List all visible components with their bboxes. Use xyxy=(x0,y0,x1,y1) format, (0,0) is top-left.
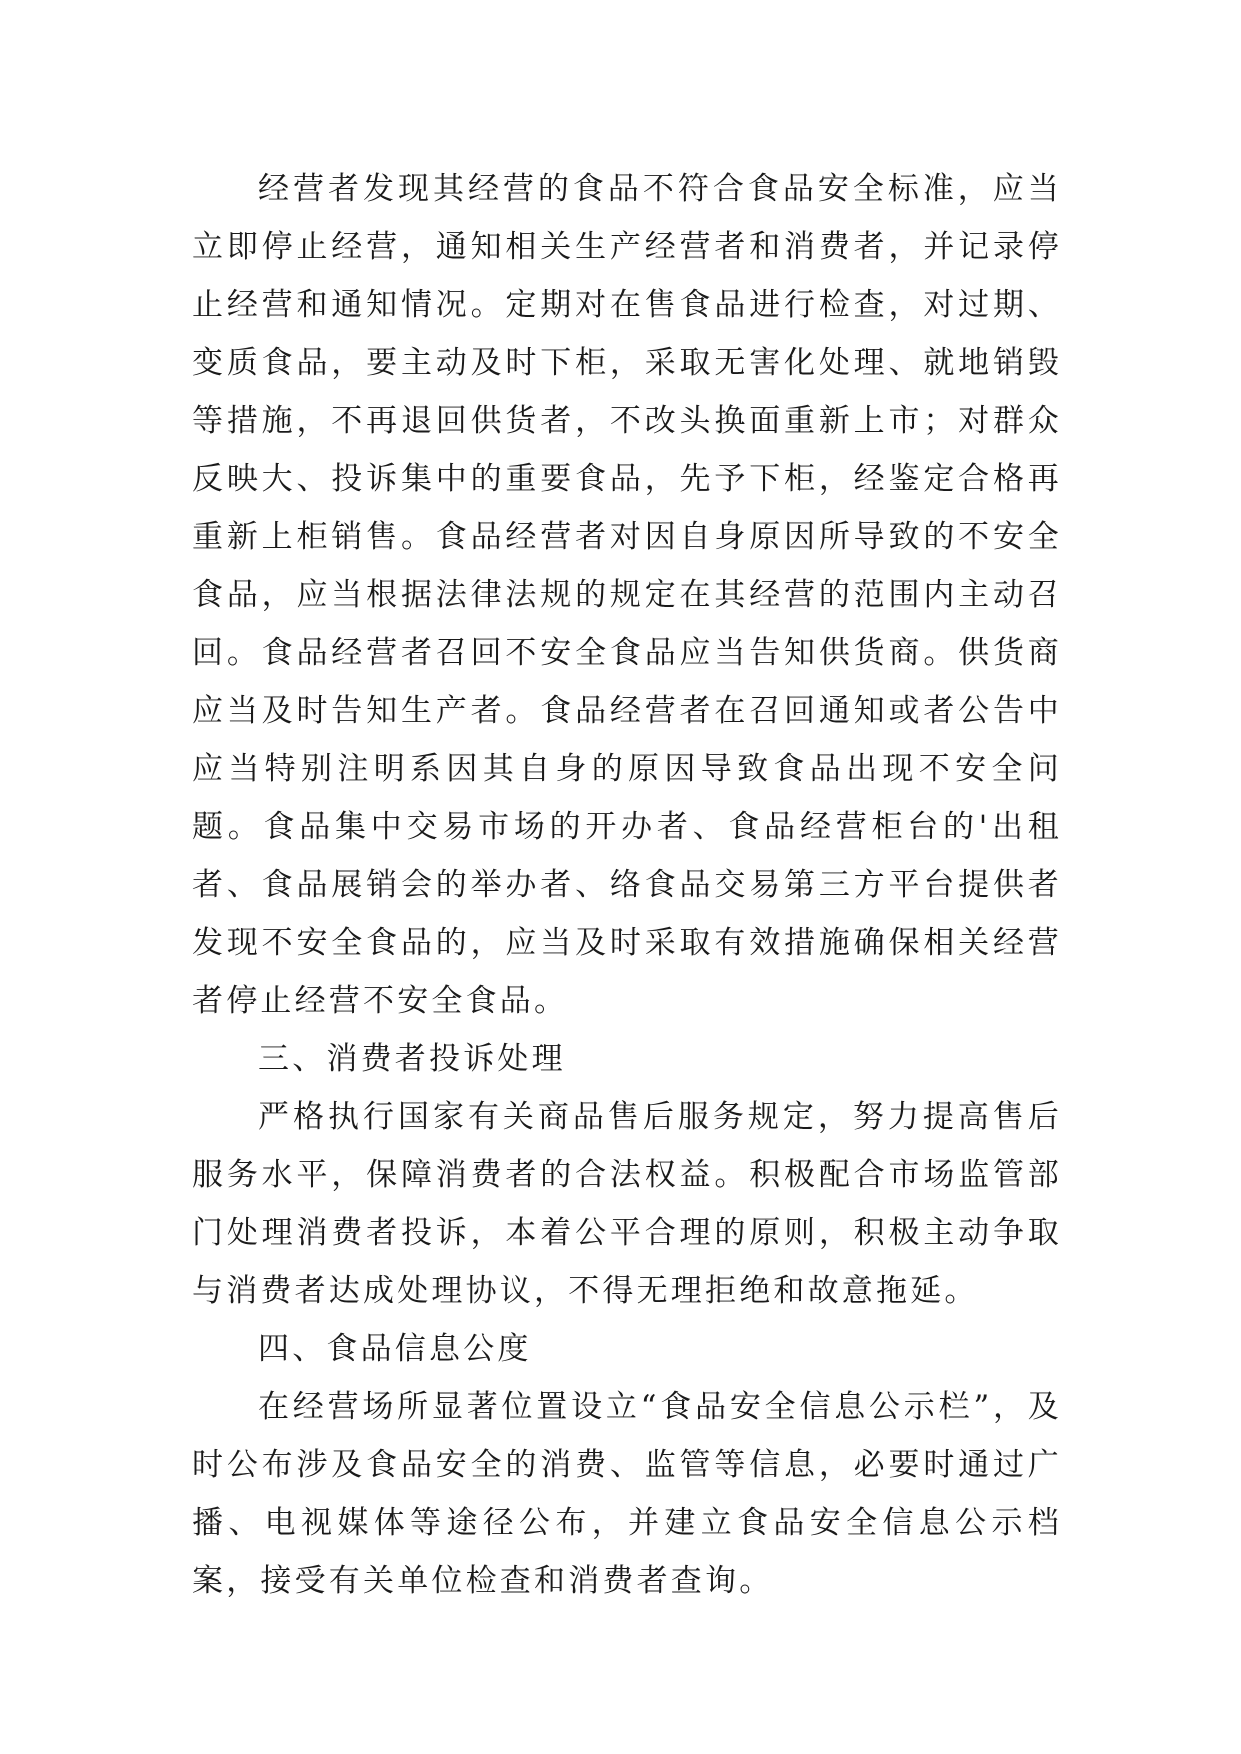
paragraph-recall: 经营者发现其经营的食品不符合食品安全标准，应当立即停止经营，通知相关生产经营者和消费者，并记录停止经营和通知情况。定期对在售食品进行检查，对过期、变质食品，要主动及时下柜，采取无害化处理、就地销毁等措施，不再退回供货者，不改头换面重新上市；对群众反映大、投诉集中的重要食品，先予下柜，经鉴定合格再重新上柜销售。食品经营者对因自身原因所导致的不安全食品，应当根据法律法规的规定在其经营的范围内主动召回。食品经营者召回不安全食品应当告知供货商。供货商应当及时告知生产者。食品经营者在召回通知或者公告中应当特别注明系因其自身的原因导致食品出现不安全问题。食品集中交易市场的开办者、食品经营柜台的'出租者、食品展销会的举办者、络食品交易第三方平台提供者发现不安全食品的，应当及时采取有效措施确保相关经营者停止经营不安全食品。 xyxy=(192,171,1062,1019)
paragraph-complaints: 严格执行国家有关商品售后服务规定，努力提高售后服务水平，保障消费者的合法权益。积极配合市场监管部门处理消费者投诉，本着公平合理的原则，积极主动争取与消费者达成处理协议，不得无理拒绝和故意拖延。 xyxy=(192,1099,1062,1309)
paragraph-info-disclosure: 在经营场所显著位置设立“食品安全信息公示栏”，及时公布涉及食品安全的消费、监管等信息，必要时通过广播、电视媒体等途径公布，并建立食品安全信息公示档案，接受有关单位检查和消费者查询。 xyxy=(192,1389,1062,1599)
section-heading-info-disclosure: 四、食品信息公度 xyxy=(258,1331,532,1367)
document-body xyxy=(192,160,1062,1610)
section-heading-complaints: 三、消费者投诉处理 xyxy=(258,1041,566,1077)
